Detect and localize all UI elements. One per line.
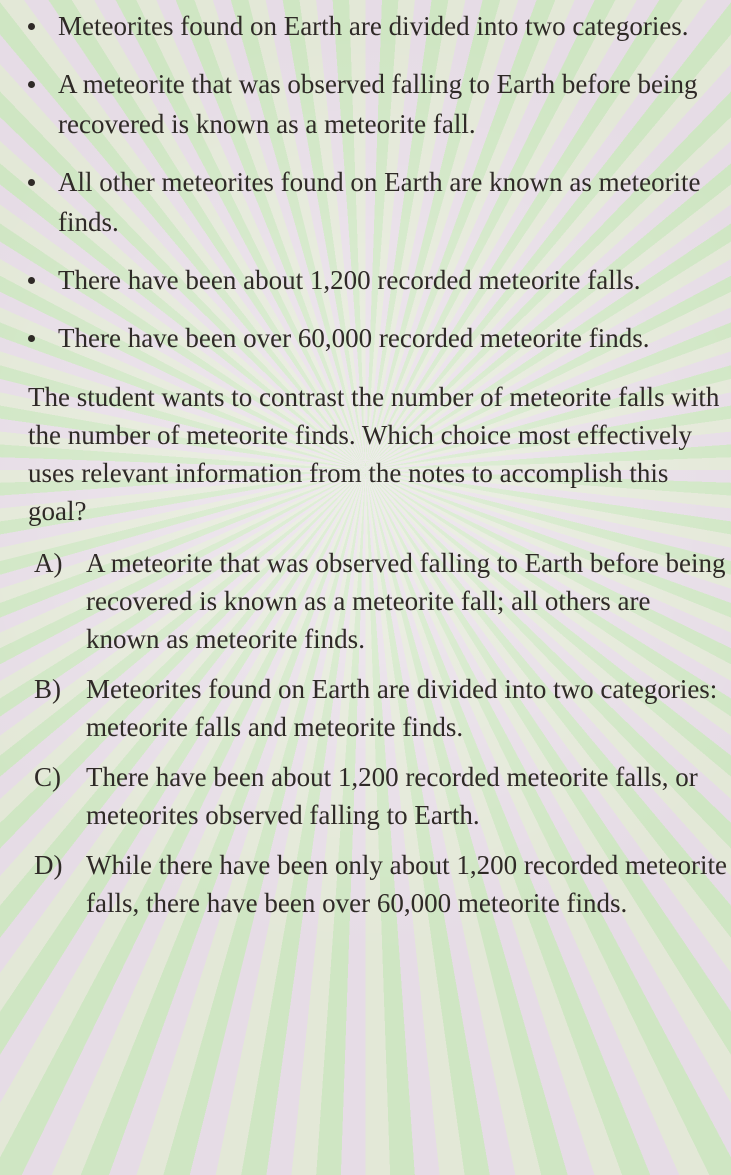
note-item [22, 318, 727, 358]
note-text: There have been over 60,000 recorded meteorite finds. [58, 323, 650, 353]
choice-text: Meteorites found on Earth are divided into two categories: meteorite falls and meteorite finds. [86, 674, 718, 742]
answer-choice-d[interactable] [28, 846, 730, 922]
choice-text: There have been about 1,200 recorded meteorite falls, or meteorites observed falling to Earth. [86, 762, 698, 830]
content [22, 6, 727, 934]
bullet-icon [28, 179, 35, 186]
bullet-icon [28, 23, 35, 30]
note-item [22, 162, 727, 242]
note-item [22, 64, 727, 144]
answer-choice-a[interactable] [28, 544, 730, 658]
bullet-icon [28, 277, 35, 284]
note-text: There have been about 1,200 recorded meteorite falls. [58, 265, 641, 295]
note-text: A meteorite that was observed falling to Earth before being recovered is known as a meteorite fall. [58, 69, 698, 139]
notes-list [22, 6, 727, 358]
answer-choices [28, 544, 727, 922]
note-item [22, 260, 727, 300]
answer-choice-c[interactable] [28, 758, 730, 834]
choice-text: A meteorite that was observed falling to Earth before being recovered is known as a meteorite fall; all others are known as meteorite finds. [86, 548, 726, 654]
answer-choice-b[interactable] [28, 670, 730, 746]
choice-letter: B) [34, 674, 61, 704]
note-text: Meteorites found on Earth are divided into two categories. [58, 11, 689, 41]
choice-text: While there have been only about 1,200 recorded meteorite falls, there have been over 60,000 meteorite finds. [86, 850, 727, 918]
note-item [22, 6, 727, 46]
choice-letter: A) [34, 548, 63, 578]
question-prompt: The student wants to contrast the number of meteorite falls with the number of meteorite finds. Which choice most effectively uses relevant information from the notes to accomplish this goal? [28, 382, 720, 526]
bullet-icon [28, 81, 35, 88]
note-text: All other meteorites found on Earth are known as meteorite finds. [58, 167, 701, 237]
choice-letter: D) [34, 850, 63, 880]
choice-letter: C) [34, 762, 61, 792]
bullet-icon [28, 335, 35, 342]
